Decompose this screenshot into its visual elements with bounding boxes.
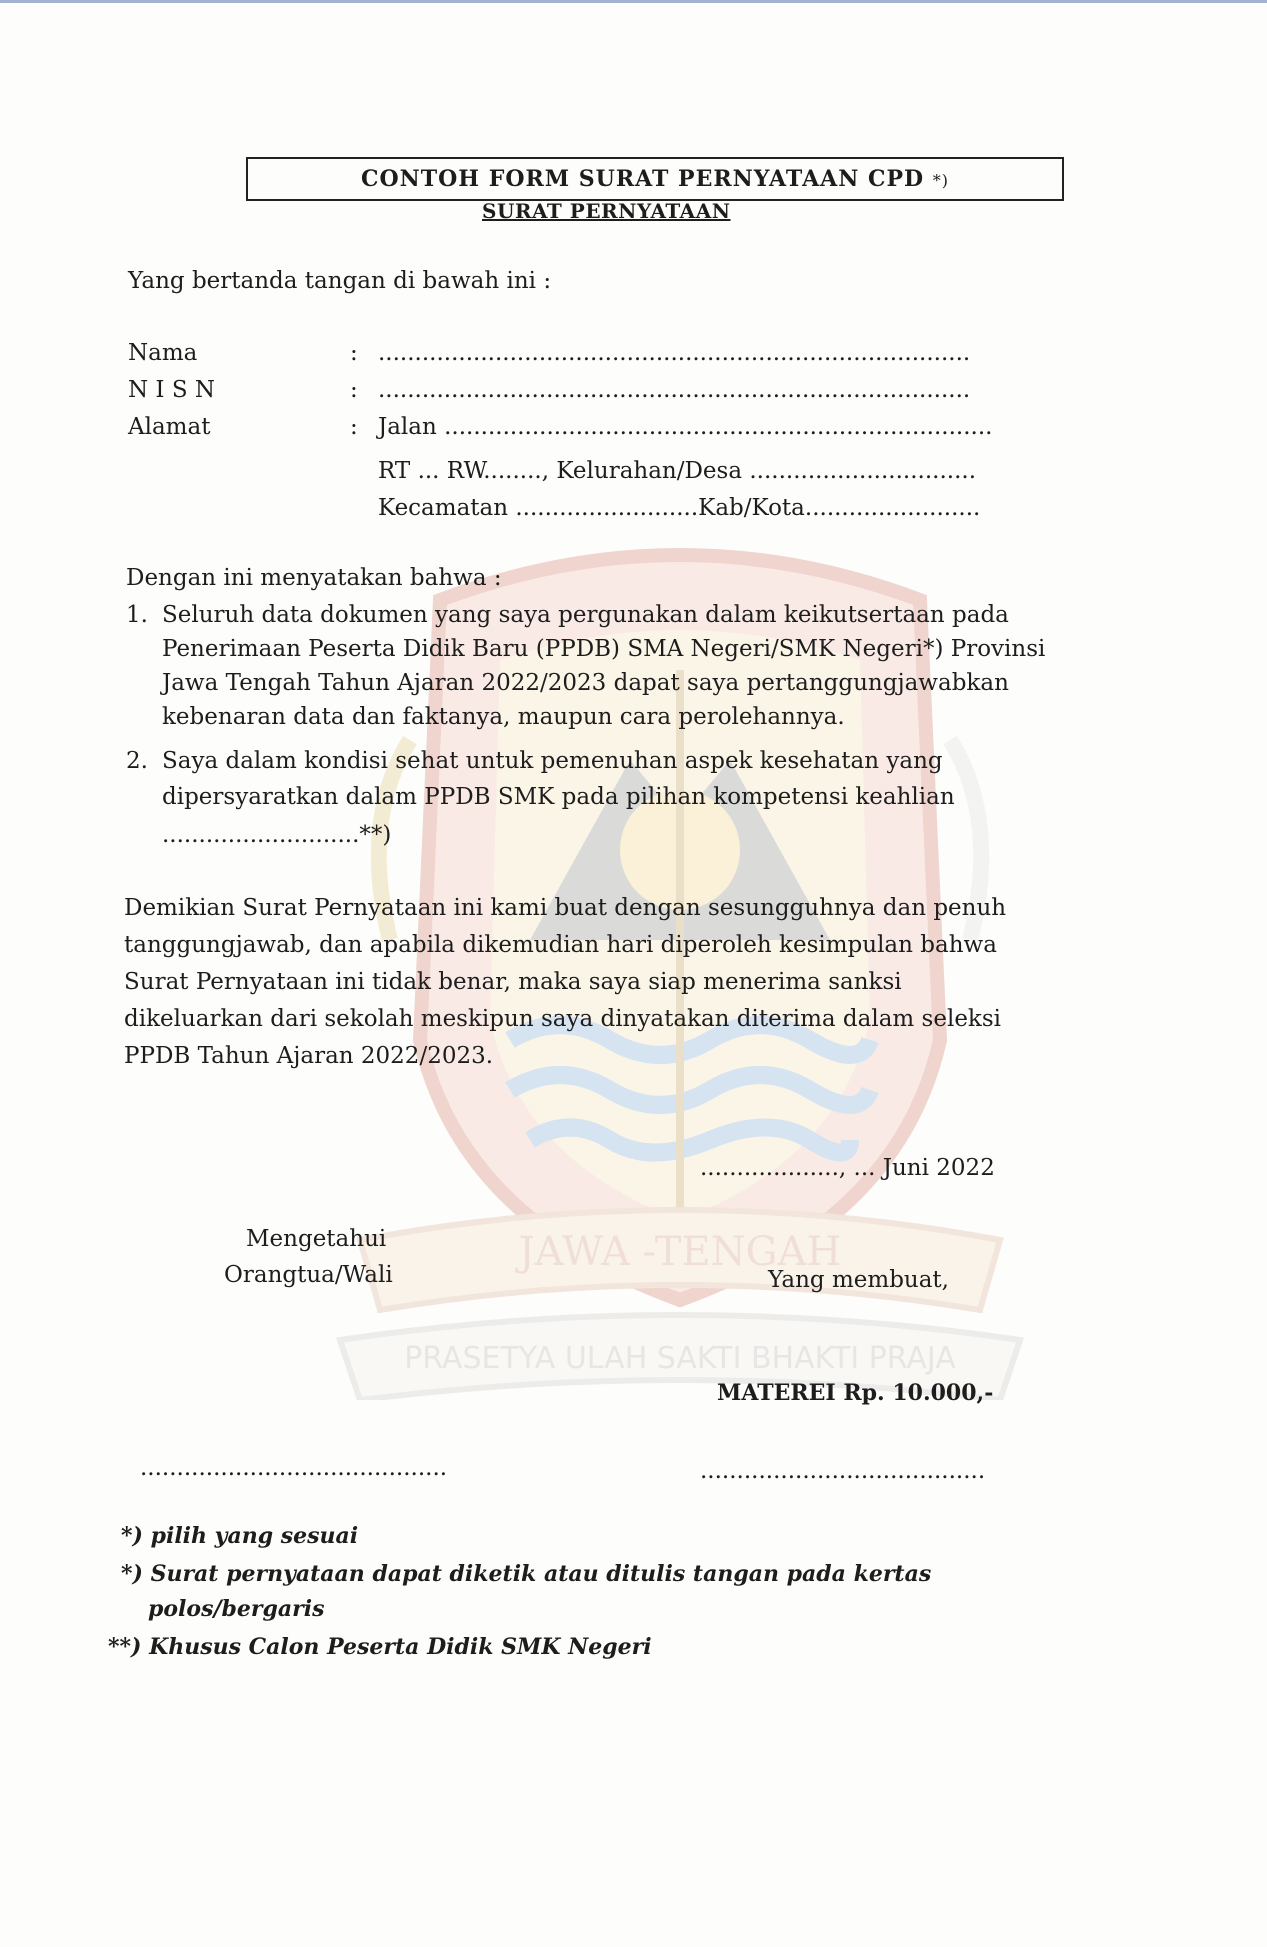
- materai-label: MATEREI Rp. 10.000,-: [717, 1380, 994, 1406]
- field-value-alamat-kecamatan: Kecamatan .........................Kab/Kota........................: [378, 495, 981, 521]
- field-colon-nama: :: [350, 340, 358, 366]
- statement-1-line-2: Penerimaan Peserta Didik Baru (PPDB) SMA Negeri/SMK Negeri*) Provinsi: [162, 636, 1046, 662]
- field-value-nisn: .................................................................................: [378, 377, 971, 403]
- form-title-mark: *): [932, 171, 950, 190]
- field-colon-nisn: :: [350, 377, 358, 403]
- form-title: CONTOH FORM SURAT PERNYATAAN CPD: [360, 166, 925, 192]
- statement-2-line-2: dipersyaratkan dalam PPDB SMK pada pilihan kompetensi keahlian: [162, 784, 955, 810]
- field-colon-alamat: :: [350, 414, 358, 440]
- signature-left-dots: ..........................................: [140, 1455, 448, 1481]
- statement-1-line-3: Jawa Tengah Tahun Ajaran 2022/2023 dapat saya pertanggungjawabkan: [162, 670, 1009, 696]
- closing-line-4: dikeluarkan dari sekolah meskipun saya dinyatakan diterima dalam seleksi: [124, 1006, 1002, 1032]
- field-value-nama: .................................................................................: [378, 340, 971, 366]
- statement-1-line-1: Seluruh data dokumen yang saya pergunakan dalam keikutsertaan pada: [162, 602, 1009, 628]
- signature-left-label-1: Mengetahui: [246, 1226, 387, 1252]
- note-2-line-1: *) Surat pernyataan dapat diketik atau ditulis tangan pada kertas: [121, 1561, 932, 1587]
- emblem-motto-text: PRASETYA ULAH SAKTI BHAKTI PRAJA: [404, 1341, 956, 1376]
- date-line: ..................., ... Juni 2022: [700, 1155, 995, 1181]
- field-label-alamat: Alamat: [128, 414, 211, 440]
- intro-text: Yang bertanda tangan di bawah ini :: [128, 268, 552, 294]
- statement-2-line-3: ...........................**): [162, 822, 392, 848]
- signature-left-label-2: Orangtua/Wali: [224, 1262, 393, 1288]
- signature-right-dots: .......................................: [700, 1458, 986, 1484]
- closing-line-2: tanggungjawab, dan apabila dikemudian hari diperoleh kesimpulan bahwa: [124, 932, 997, 958]
- statement-1-number: 1.: [126, 602, 148, 628]
- statement-1-line-4: kebenaran data dan faktanya, maupun cara perolehannya.: [162, 704, 845, 730]
- note-1: *) pilih yang sesuai: [121, 1523, 359, 1549]
- closing-line-1: Demikian Surat Pernyataan ini kami buat dengan sesungguhnya dan penuh: [124, 895, 1007, 921]
- emblem-ribbon-text: JAWA -TENGAH: [518, 1229, 842, 1275]
- note-3: **) Khusus Calon Peserta Didik SMK Negeri: [108, 1634, 652, 1660]
- statement-2-number: 2.: [126, 748, 148, 774]
- statement-intro: Dengan ini menyatakan bahwa :: [126, 565, 502, 591]
- scan-edge-line: [0, 0, 1267, 3]
- document-subtitle: SURAT PERNYATAAN: [482, 199, 731, 223]
- field-value-alamat-jalan: Jalan ...........................................................................: [378, 414, 993, 440]
- field-label-nisn: N I S N: [128, 377, 216, 403]
- closing-line-5: PPDB Tahun Ajaran 2022/2023.: [124, 1043, 494, 1069]
- note-2-line-2: polos/bergaris: [148, 1596, 325, 1622]
- field-label-nama: Nama: [128, 340, 198, 366]
- closing-line-3: Surat Pernyataan ini tidak benar, maka saya siap menerima sanksi: [124, 969, 902, 995]
- form-title-box: [246, 157, 1064, 201]
- signature-right-label: Yang membuat,: [768, 1267, 949, 1293]
- statement-2-line-1: Saya dalam kondisi sehat untuk pemenuhan aspek kesehatan yang: [162, 748, 943, 774]
- field-value-alamat-rt-rw: RT ... RW........, Kelurahan/Desa ...............................: [378, 458, 977, 484]
